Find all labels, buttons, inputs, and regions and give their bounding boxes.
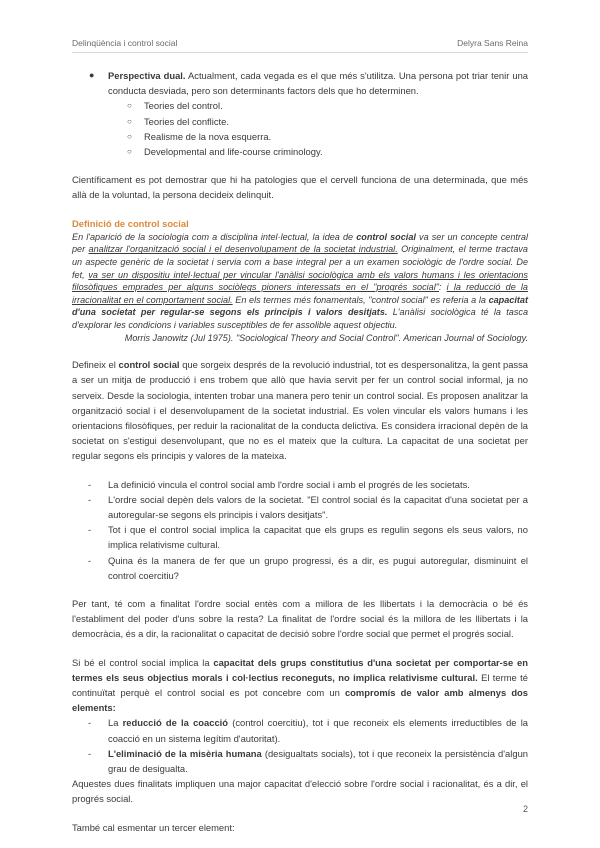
quote-block: En l'aparició de la sociologia com a disciplina intel·lectual, la idea de control social va ser un concepte central per analitzar l'organització social i el desenvolupament de la societat industrial. Originalment, el terme tractava un aspecte genèric de la societat i servia com a base integral per a un examen sociològic de l'ordre social. De fet, va ser un dispositiu intel·lectual per vincular l'anàlisi sociològica amb els valors humans i les orientacions filosòfiques emprades per alguns sociòlegs pioners interessats en el "progrés social": i la reducció de la irracionalitat en el comportament social. En els termes més fonamentals, "control social" es referia a la capacitat d'una societat per regular-se segons els principis i valors desitjats. L'anàlisi sociològica té la tasca d'explorar les condicions i variables susceptibles de fer assolible aquest objectiu. <box>72 231 529 330</box>
list-item: ○ Developmental and life-course criminology. <box>144 144 528 159</box>
page-header <box>72 38 528 53</box>
header-author: Delyra Sans Reina <box>457 38 528 48</box>
list-item: - L'ordre social depèn dels valors de la societat. "El control social és la capacitat d'una societat per a autoregular-se segons els principis i valors desitjats". <box>108 492 528 522</box>
list-item: - L'eliminació de la misèria humana (desigualtats socials), tot i que reconeix la persistència d'algun grau de desigualta. <box>108 746 528 776</box>
quote-citation: Morris Janowitz (Jul 1975). "Sociological Theory and Social Control". American Journal of Sociology. <box>124 332 528 343</box>
dash-list <box>72 715 528 776</box>
list-item: - La definició vincula el control social amb l'ordre social i amb el progrés de les societats. <box>108 477 528 492</box>
bullet-item <box>72 68 528 98</box>
list-item: - La reducció de la coacció (control coercitiu), tot i que reconeix els elements irreductibles de la coacció en un sistema legítim d'autoritat). <box>108 715 528 745</box>
bullet-term: Perspectiva dual. <box>108 70 186 81</box>
section-title: Definició de control social <box>72 217 189 229</box>
list-item: - Quina és la manera de fer que un grupo progressi, és a dir, es pugui autoregular, disminuint el control coercitiu? <box>108 553 528 583</box>
bullet-icon: ● <box>89 70 95 80</box>
dash-list <box>72 477 528 583</box>
list-item: ○ Teories del control. <box>144 98 528 113</box>
paragraph-pertant: Per tant, té com a finalitat l'ordre social entès com a millora de les llibertats i la democràcia o bé és l'establiment del poder d'uns sobre la resta? La finalitat de l'ordre social és la millora de les llibertats i la democràcia, és a dir, la racionalitat o capacitat de decisió sobre l'ordre social que permet el progrés social. <box>72 598 528 640</box>
bullet-text: Actualment, cada vegada es el que més s'utilitza. Una persona pot triar tenir una conducta desviada, pero son determinants factors dels que ho determinen. <box>108 70 528 97</box>
paragraph-cientificament: Científicament es pot demostrar que hi ha patologies que el cervell funciona de una determinada, que més allà de la voluntad, la persona decideix delinquit. <box>72 174 528 201</box>
paragraph-tambe: També cal esmentar un tercer element: <box>72 821 235 833</box>
sub-list <box>72 98 528 159</box>
paragraph-sibe: Si bé el control social implica la capacitat dels grups constitutius d'una societat per comportar-se en termes els seus objectius morals i col·lectius reconeguts, no implica relativisme cultural. El terme té continuïtat perquè el control social es pot concebre com un compromís de valor amb almenys dos elements: <box>72 656 529 714</box>
list-item: ○ Teories del conflicte. <box>144 114 528 129</box>
header-title: Delinqüència i control social <box>72 38 178 48</box>
paragraph-defineix: Defineix el control social que sorgeix després de la revolució industrial, tot es despersonalitza, la gent passa a ser un mitja de producció i ens trobem que allò que havia servit per fer un control social informal, ja no serveix. Desde la sociologia, intenten trobar una manera pero tenir un control social. Es proposen analitzar la organització social i el desenvolupament de la societat industrial. Es volen vincular els valors humans i les orientacions filosòfiques, per reduir la racionalitat de la conducta delictiva. Es considera irracional depèn de la societat on s'estigui desenvolupant, que no es el mateix que la cultura. La capacitat de una societat per regular segons els principis y valores de la mateixa. <box>72 359 528 462</box>
paragraph-aquestes: Aquestes dues finalitats impliquen una major capacitat d'elecció sobre l'ordre social i racionalitat, és a dir, el progrés social. <box>72 778 528 805</box>
page-number: 2 <box>522 804 528 814</box>
list-item: ○ Realisme de la nova esquerra. <box>144 129 528 144</box>
list-item: - Tot i que el control social implica la capacitat que els grups es regulin segons els seus valors, no implica relativisme cultural. <box>108 522 528 552</box>
document-body <box>72 68 528 835</box>
